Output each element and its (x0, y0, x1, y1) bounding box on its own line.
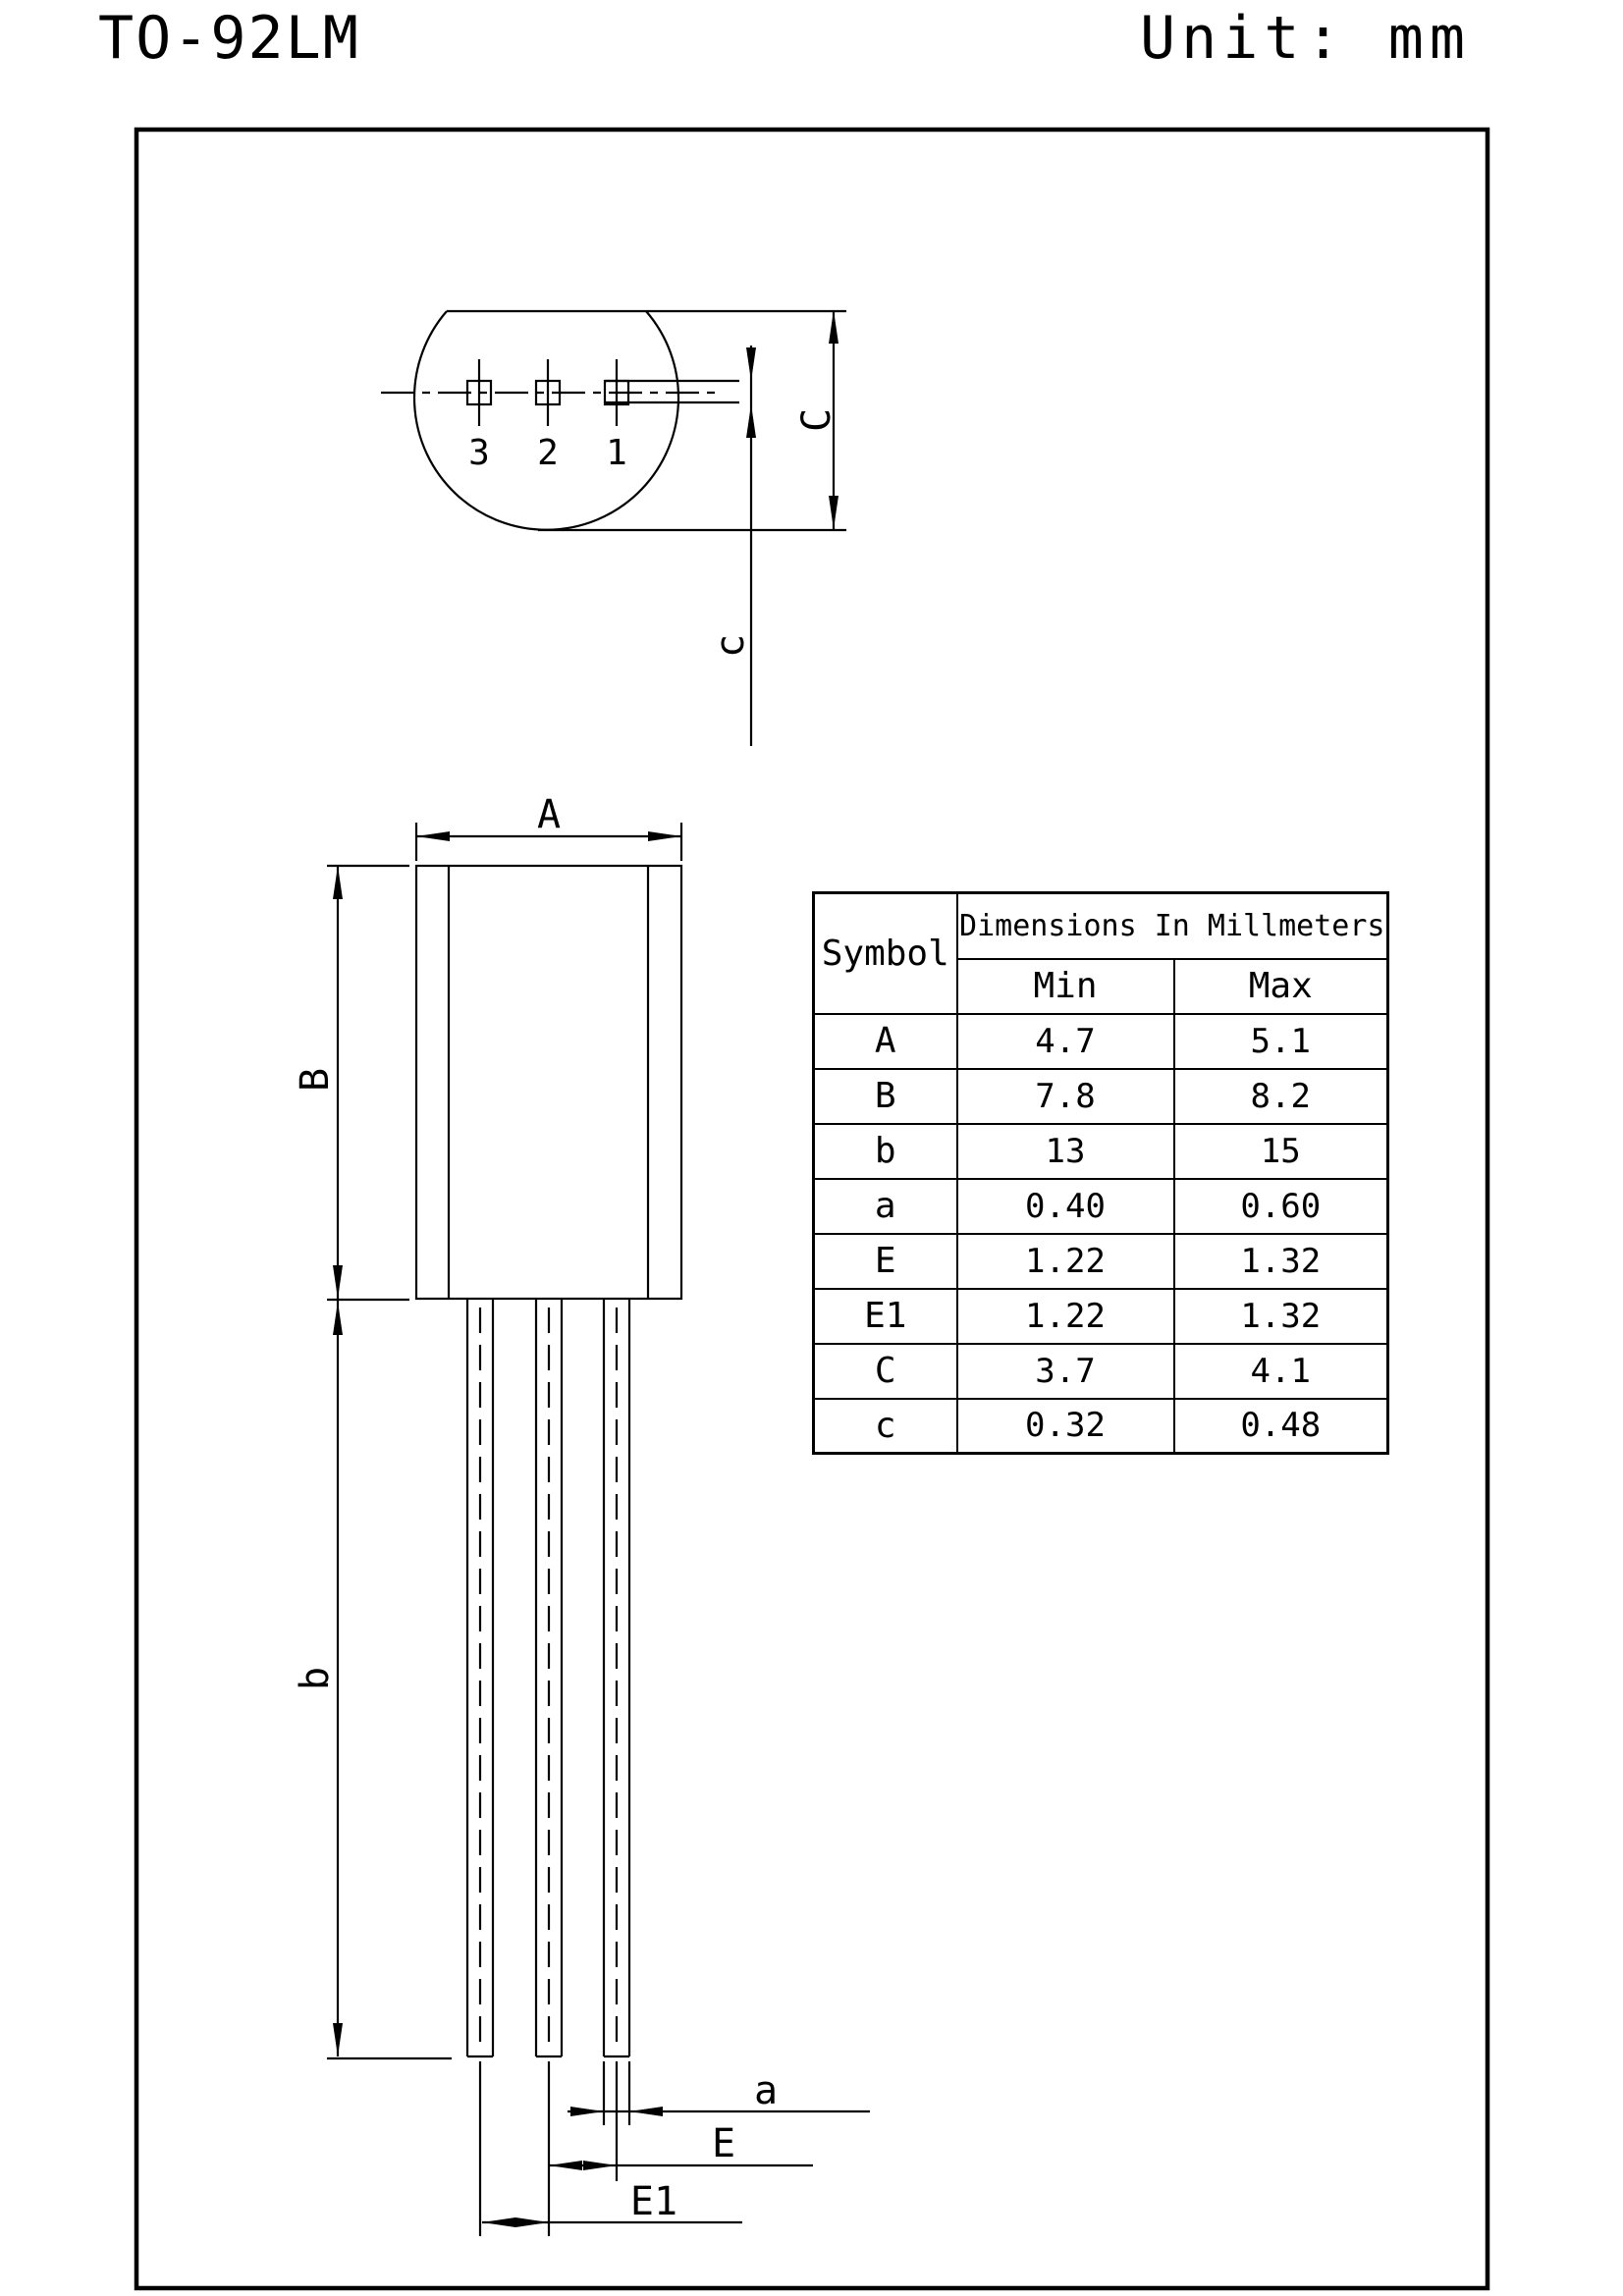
cell-symbol: a (814, 1179, 957, 1234)
table-row (814, 1069, 1388, 1124)
cell-max: 1.32 (1174, 1289, 1388, 1344)
cell-max: 0.60 (1174, 1179, 1388, 1234)
dim-c-label: c (708, 633, 753, 659)
table-row (814, 1344, 1388, 1399)
dim-A-arrow-left (416, 831, 450, 841)
dim-a-arrow-left (629, 2107, 663, 2116)
dim-E1-arrow-left (482, 2217, 515, 2227)
dim-a-label: a (753, 2068, 779, 2113)
lead-2 (536, 1299, 562, 2056)
cell-min: 3.7 (957, 1344, 1174, 1399)
cell-symbol: E1 (814, 1289, 957, 1344)
dim-C-arrow-up (829, 310, 839, 344)
dim-b-arrow-up (333, 1302, 343, 1335)
dimension-A (416, 792, 681, 861)
dimension-E1 (482, 2179, 742, 2227)
cell-max: 5.1 (1174, 1014, 1388, 1069)
cell-min: 4.7 (957, 1014, 1174, 1069)
dim-E1-label: E1 (629, 2179, 678, 2224)
dim-A-arrow-right (648, 831, 681, 841)
dim-b-arrow-down (333, 2023, 343, 2056)
cell-max: 8.2 (1174, 1069, 1388, 1124)
table-header-dimensions: Dimensions In Millmeters (957, 893, 1388, 959)
dimensions-table-grid (812, 891, 1389, 1455)
dim-c-arrow-up (746, 404, 756, 438)
dim-E1-arrow-right (515, 2217, 549, 2227)
unit-label: Unit: mm (1140, 4, 1471, 73)
cell-symbol: c (814, 1399, 957, 1454)
table-row (814, 1399, 1388, 1454)
dim-C-arrow-down (829, 496, 839, 529)
cell-min: 7.8 (957, 1069, 1174, 1124)
cell-min: 0.32 (957, 1399, 1174, 1454)
dim-A-label: A (536, 792, 562, 837)
cell-symbol: E (814, 1234, 957, 1289)
dim-E-arrow-right (583, 2161, 617, 2170)
cell-max: 1.32 (1174, 1234, 1388, 1289)
table-row (814, 1124, 1388, 1179)
package-body-outline (416, 866, 681, 1299)
dimension-a (568, 2061, 870, 2125)
cell-min: 1.22 (957, 1289, 1174, 1344)
cell-symbol: A (814, 1014, 957, 1069)
pin-label-1: 1 (606, 433, 627, 473)
pin-label-2: 2 (537, 433, 559, 473)
table-row (814, 1014, 1388, 1069)
cell-min: 0.40 (957, 1179, 1174, 1234)
dim-B-arrow-up (333, 866, 343, 899)
front-view (416, 866, 681, 2056)
dim-a-arrow-right (570, 2107, 604, 2116)
dimension-B (293, 866, 409, 1300)
table-header-min: Min (957, 959, 1174, 1014)
table-header-max: Max (1174, 959, 1388, 1014)
table-row (814, 1289, 1388, 1344)
cell-symbol: b (814, 1124, 957, 1179)
top-view (381, 311, 846, 530)
dimension-b (293, 1301, 452, 2058)
cell-symbol: B (814, 1069, 957, 1124)
cell-max: 0.48 (1174, 1399, 1388, 1454)
dim-E-label: E (711, 2121, 736, 2166)
cell-symbol: C (814, 1344, 957, 1399)
dim-b-label: b (293, 1666, 338, 1691)
pin-label-3: 3 (468, 433, 490, 473)
top-view-body-arc (414, 311, 678, 530)
table-row (814, 1234, 1388, 1289)
dim-B-arrow-down (333, 1265, 343, 1299)
dim-c-arrow-down (746, 347, 756, 381)
table-header-symbol: Symbol (814, 893, 957, 1014)
cell-max: 4.1 (1174, 1344, 1388, 1399)
lead-3 (604, 1299, 629, 2056)
table-row (814, 1179, 1388, 1234)
cell-min: 1.22 (957, 1234, 1174, 1289)
dimension-c (708, 346, 756, 746)
dim-E-arrow-left (549, 2161, 582, 2170)
dimension-C (538, 310, 846, 530)
cell-min: 13 (957, 1124, 1174, 1179)
dimensions-table (812, 891, 1386, 1455)
dim-C-label: C (794, 407, 839, 433)
cell-max: 15 (1174, 1124, 1388, 1179)
page-title: TO-92LM (98, 4, 360, 73)
dim-B-label: B (293, 1067, 338, 1093)
lead-1 (467, 1299, 493, 2056)
